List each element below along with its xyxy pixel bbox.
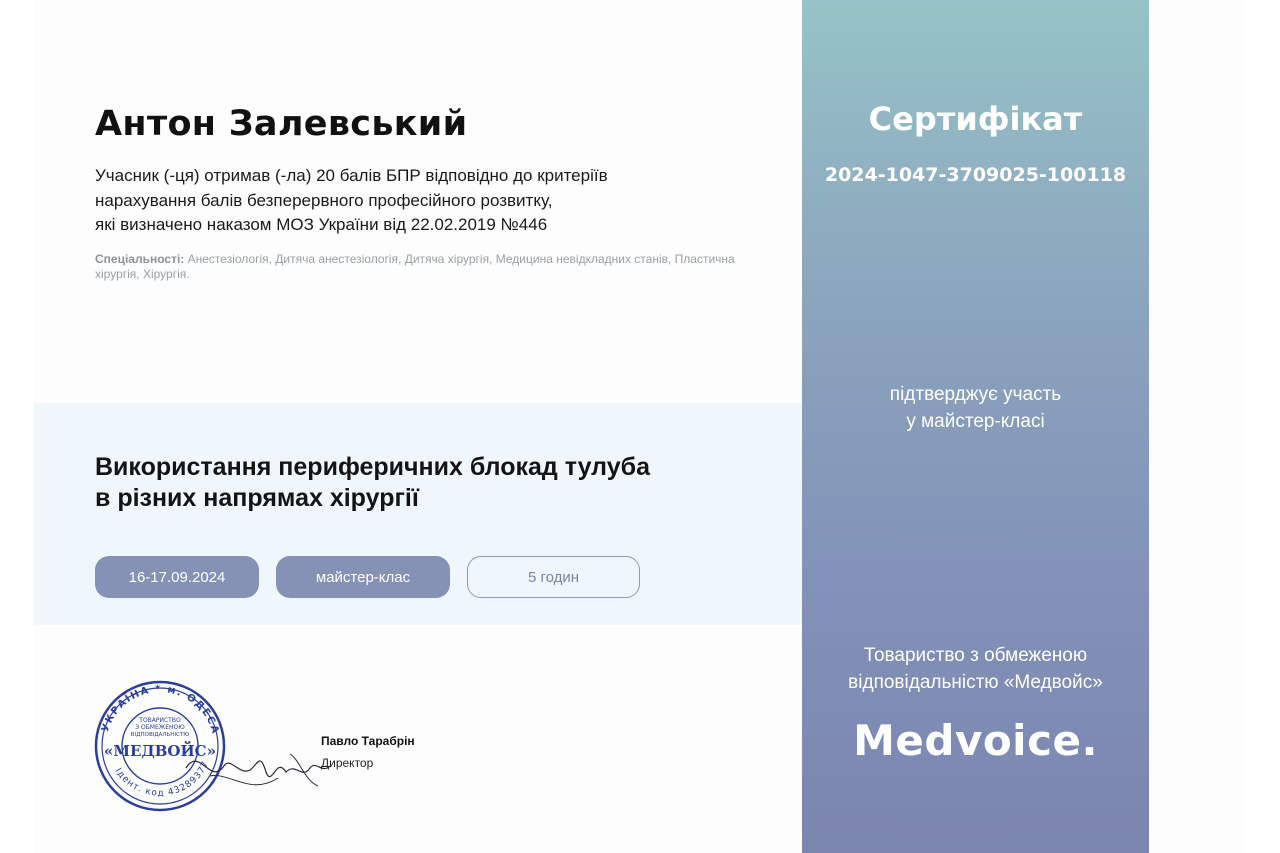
medvoice-logo: Medvoice.	[853, 716, 1098, 765]
svg-text:З ОБМЕЖЕНОЮ: З ОБМЕЖЕНОЮ	[135, 724, 185, 731]
svg-text:ТОВАРИСТВО: ТОВАРИСТВО	[139, 717, 181, 724]
specialties	[95, 252, 775, 282]
svg-text:ВІДПОВІДАЛЬНІСТЮ: ВІДПОВІДАЛЬНІСТЮ	[130, 732, 190, 738]
credit-description	[95, 164, 735, 238]
signer-role: Директор	[321, 756, 374, 770]
svg-text:«МЕДВОЙС»: «МЕДВОЙС»	[104, 742, 216, 760]
description-line: нарахування балів безперервного професійного розвитку,	[95, 190, 553, 210]
signer-name: Павло Тарабрін	[321, 734, 415, 748]
description-line: Учасник (-ця) отримав (-ла) 20 балів БПР відповідно до критеріїв	[95, 166, 608, 185]
confirmation-line: підтверджує участь	[889, 384, 1062, 405]
certificate-number: 2024-1047-3709025-100118	[824, 164, 1127, 186]
confirmation-line: у майстер-класі	[906, 411, 1045, 432]
event-type-badge: майстер-клас	[276, 556, 450, 598]
specialties-label: Спеціальності:	[95, 252, 185, 266]
specialties-text: Анестезіологія, Дитяча анестезіологія, Дитяча хірургія, Медицина невідкладних станів, Пластична хірургія, Хірургія.	[95, 252, 735, 281]
participant-name: Антон Залевський	[95, 104, 468, 144]
svg-text:УКРАЇНА * м. ОДЕСА: УКРАЇНА * м. ОДЕСА	[99, 683, 221, 736]
confirmation-text	[802, 381, 1149, 435]
course-title-line: Використання периферичних блокад тулуба	[95, 453, 650, 481]
certificate-side-panel	[802, 0, 1149, 853]
organization-name	[802, 642, 1149, 696]
description-line: які визначено наказом МОЗ України від 22.02.2019 №446	[95, 215, 548, 234]
organization-line: Товариство з обмеженою	[863, 645, 1088, 666]
certificate-main	[34, 0, 802, 853]
hours-badge: 5 годин	[467, 556, 640, 598]
certificate-title: Сертифікат	[868, 100, 1083, 138]
organization-line: відповідальністю «Медвойс»	[848, 672, 1103, 693]
svg-text:Ідент. код 43289377: Ідент. код 43289377	[112, 759, 212, 799]
certificate	[34, 0, 1244, 853]
course-title	[95, 452, 650, 514]
course-title-line: в різних напрямах хірургії	[95, 484, 419, 512]
official-stamp-icon	[90, 676, 340, 816]
date-badge: 16-17.09.2024	[95, 556, 259, 598]
